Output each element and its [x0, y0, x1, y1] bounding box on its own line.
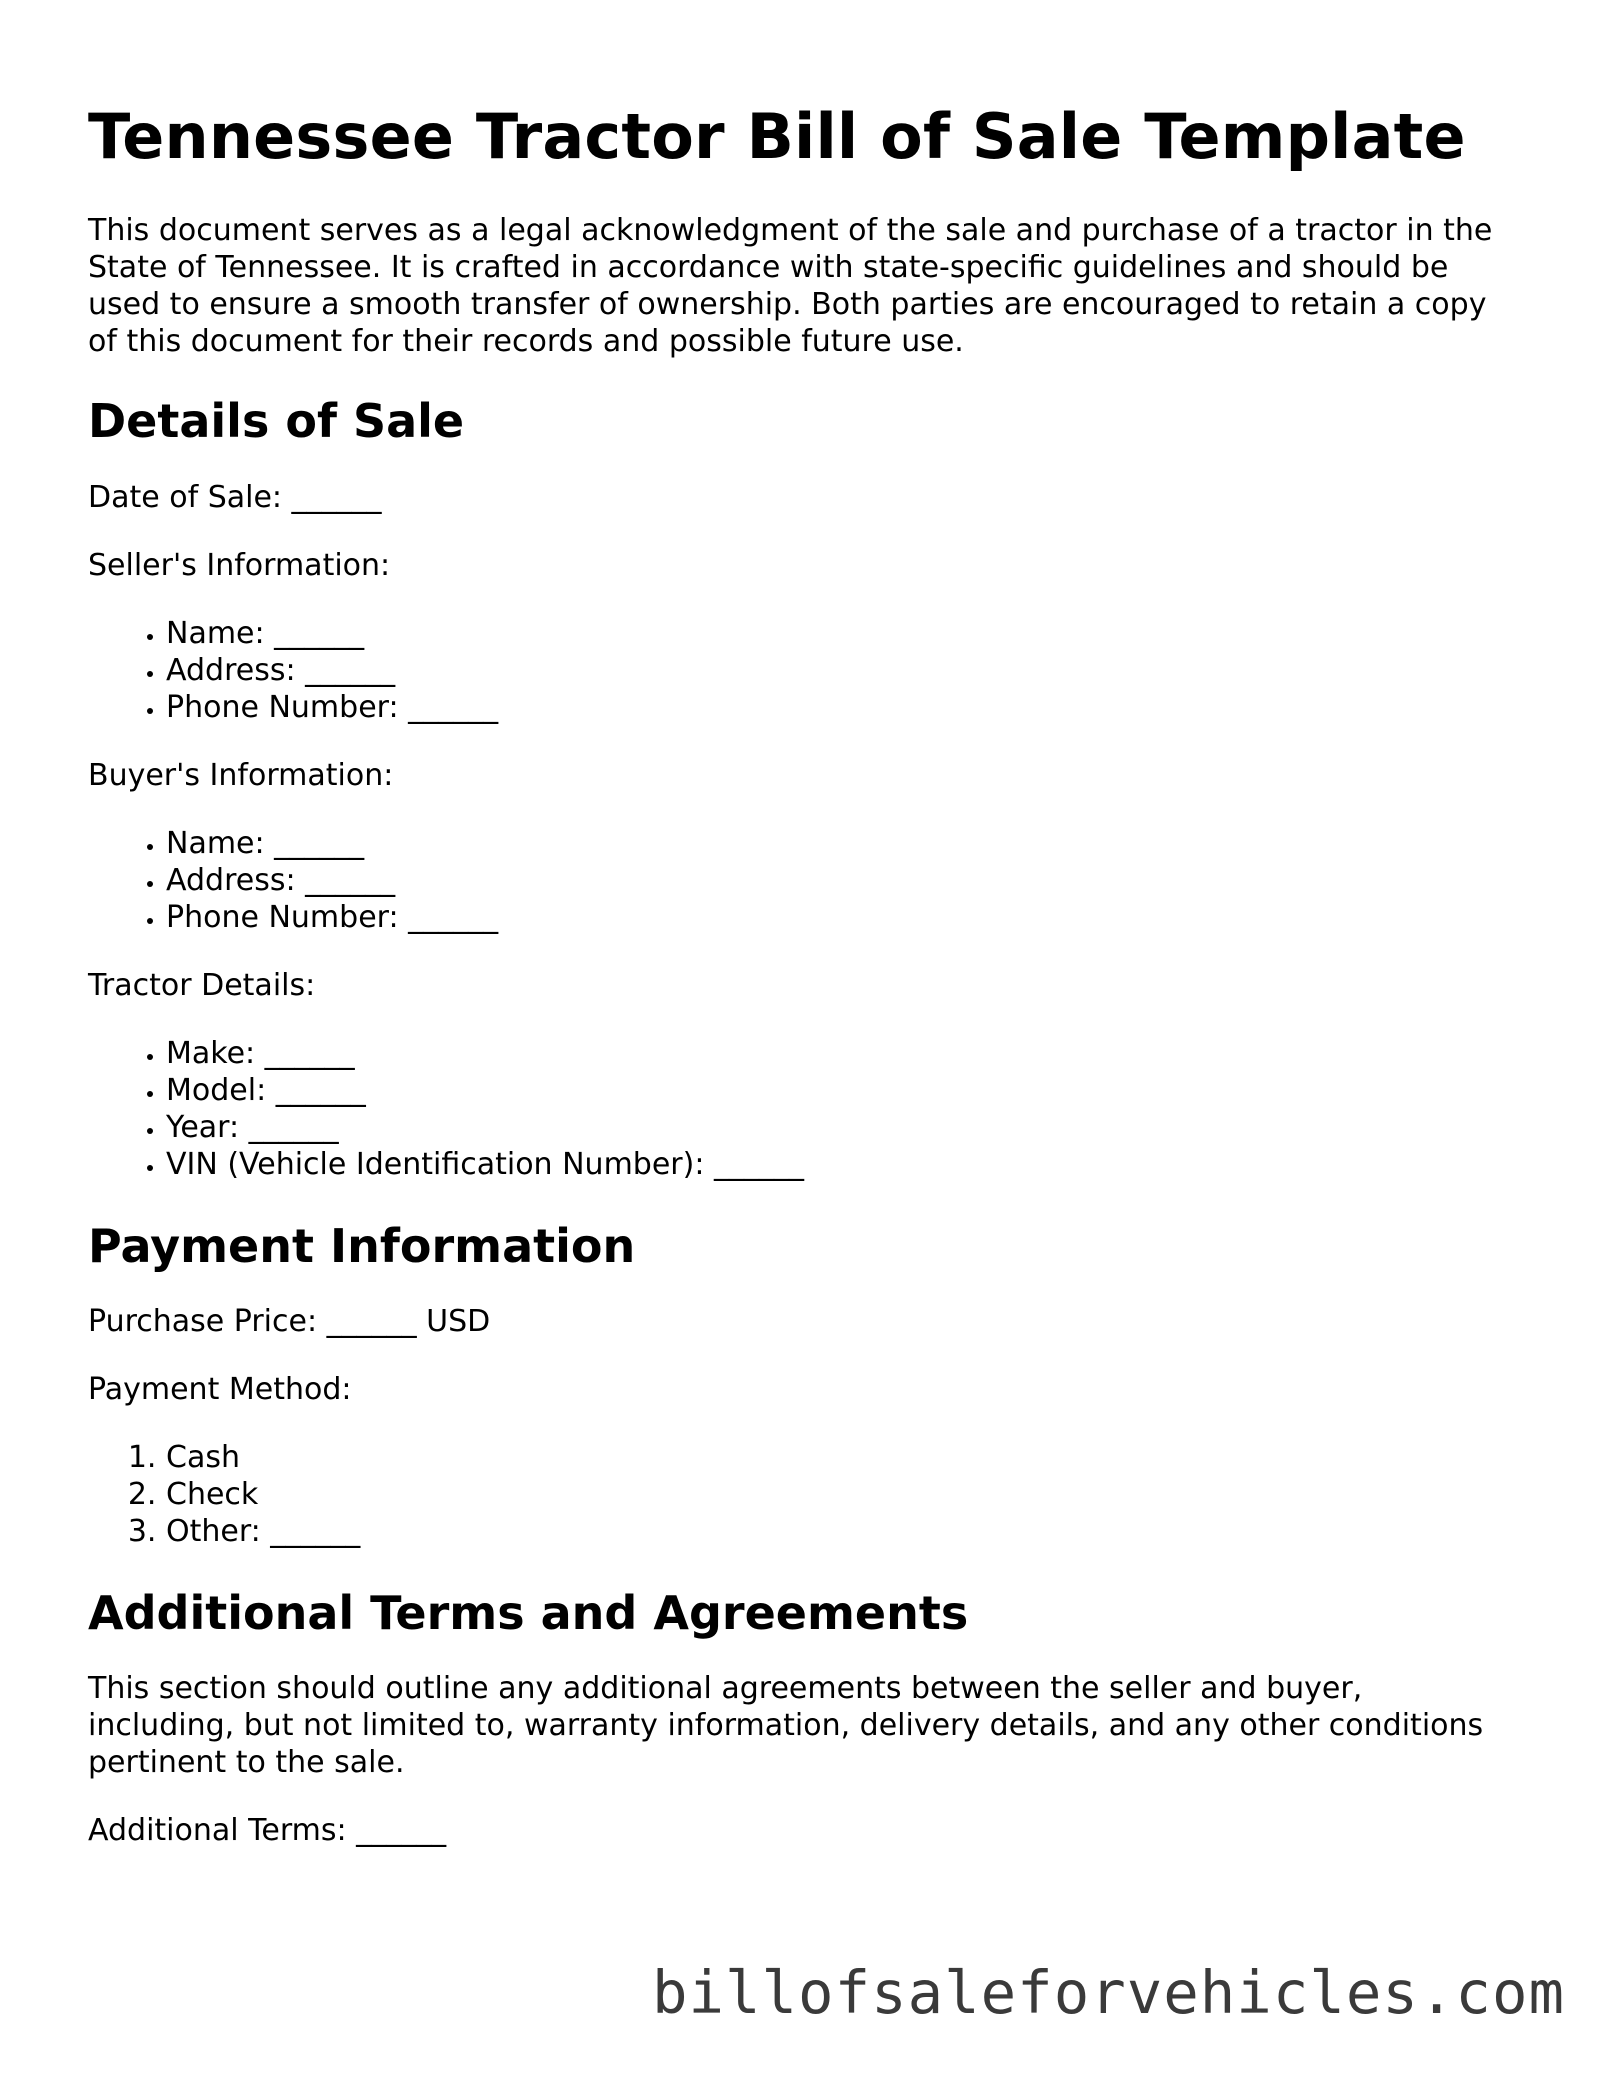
intro-paragraph: This document serves as a legal acknowledgment of the sale and purchase of a tractor in the State of Tennessee. It is crafted in accordance with state-specific guidelines and should be used to ensure a smooth transfer of ownership. Both parties are encouraged to retain a copy of this document for their records and possible future use. [88, 213, 1493, 360]
seller-info-label: Seller's Information: [88, 547, 391, 583]
seller-phone-field: • Phone Number: ______ [166, 689, 1508, 726]
seller-info-list [88, 615, 1508, 726]
payment-method-check: 2. Check [166, 1476, 1508, 1513]
tractor-vin-field: • VIN (Vehicle Identification Number): ______ [166, 1146, 1508, 1183]
tractor-year-field: • Year: ______ [166, 1109, 1508, 1146]
buyer-address-field: • Address: ______ [166, 862, 1508, 899]
section-heading-details: Details of Sale [88, 394, 465, 449]
buyer-info-label: Buyer's Information: [88, 757, 394, 793]
tractor-make-field: • Make: ______ [166, 1035, 1508, 1072]
document-page [88, 100, 1508, 1849]
terms-paragraph: This section should outline any additional agreements between the seller and buyer, including, but not limited to, warranty information, delivery details, and any other conditions pertinent to the sale. [88, 1670, 1484, 1780]
buyer-name-field: • Name: ______ [166, 825, 1508, 862]
payment-method-list [88, 1439, 1508, 1550]
tractor-model-field: • Model: ______ [166, 1072, 1508, 1109]
buyer-phone-field: • Phone Number: ______ [166, 899, 1508, 936]
site-watermark: billofsaleforvehicles.com [651, 1958, 1565, 2027]
tractor-details-list [88, 1035, 1508, 1183]
seller-address-field: • Address: ______ [166, 652, 1508, 689]
purchase-price-field: Purchase Price: ______ USD [88, 1303, 491, 1339]
section-heading-payment: Payment Information [88, 1218, 636, 1273]
tractor-details-label: Tractor Details: [88, 967, 316, 1003]
section-heading-terms: Additional Terms and Agreements [88, 1585, 969, 1640]
payment-method-other: 3. Other: ______ [166, 1513, 1508, 1550]
payment-method-label: Payment Method: [88, 1371, 352, 1407]
seller-name-field: • Name: ______ [166, 615, 1508, 652]
additional-terms-field: Additional Terms: ______ [88, 1812, 447, 1848]
date-of-sale-field: Date of Sale: ______ [88, 479, 382, 515]
buyer-info-list [88, 825, 1508, 936]
payment-method-cash: 1. Cash [166, 1439, 1508, 1476]
page-title: Tennessee Tractor Bill of Sale Template [88, 100, 1466, 173]
